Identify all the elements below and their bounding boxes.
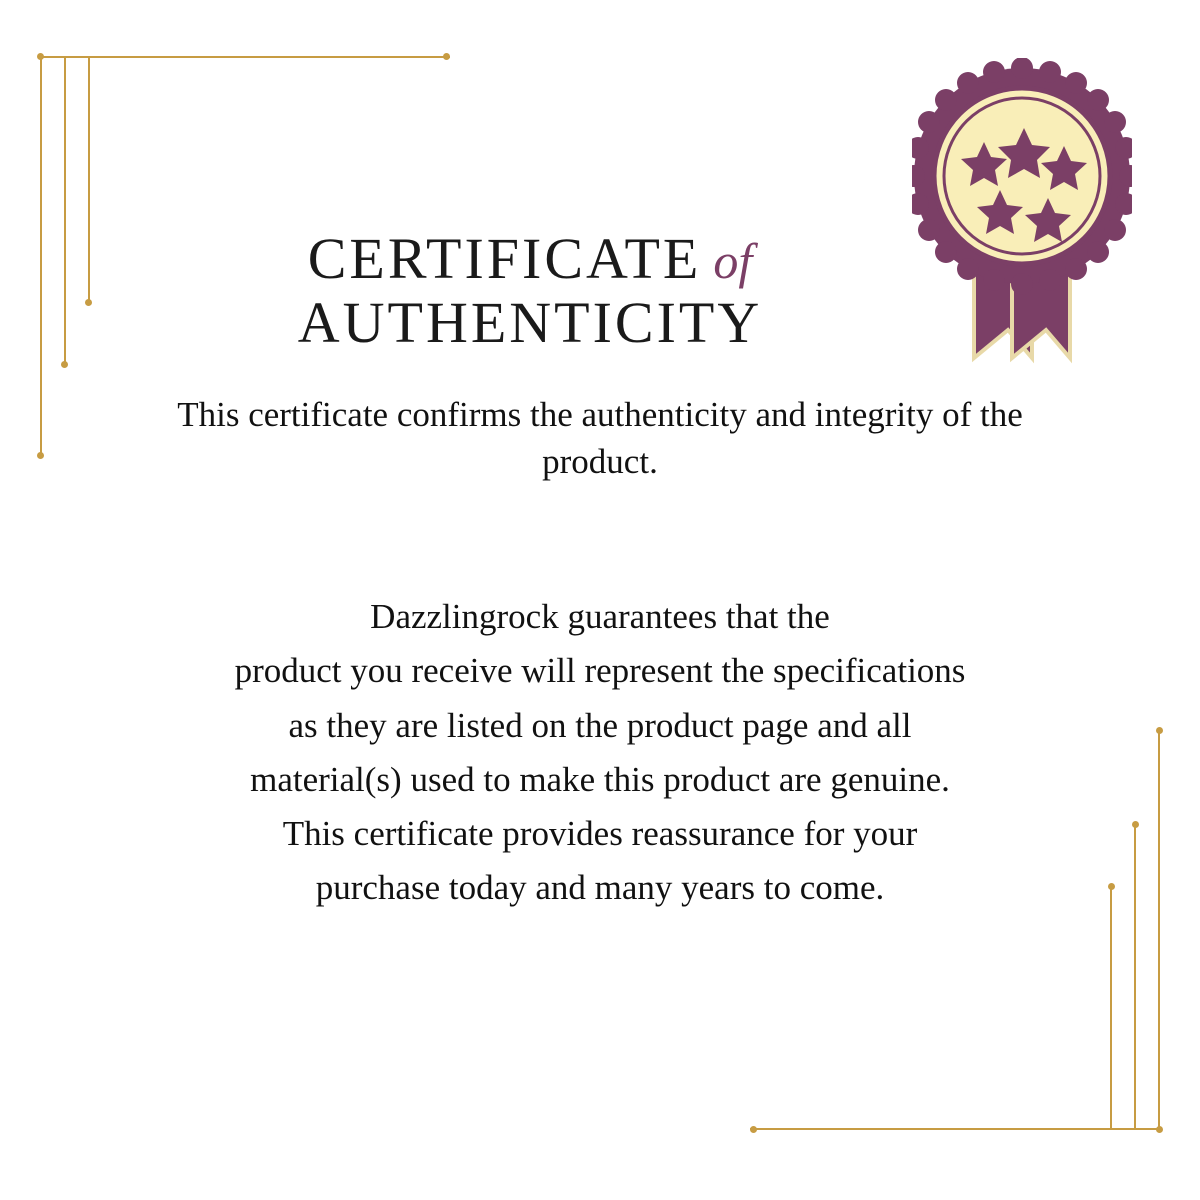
title-word-certificate: CERTIFICATE — [307, 226, 702, 291]
award-ribbon-icon — [912, 58, 1132, 378]
corner-line-vertical-2 — [64, 56, 66, 364]
guarantee-line-6: purchase today and many years to come. — [315, 868, 885, 908]
corner-dot — [61, 361, 68, 368]
corner-line-horizontal — [40, 56, 450, 58]
guarantee-line-2: product you receive will represent the specifications — [234, 651, 966, 691]
guarantee-line-3: as they are listed on the product page and all — [288, 705, 912, 745]
corner-dot — [1156, 727, 1163, 734]
intro-paragraph — [120, 392, 1080, 485]
page-title — [140, 228, 920, 356]
corner-line-vertical-3 — [88, 56, 90, 302]
corner-dot — [443, 53, 450, 60]
corner-line-vertical-3 — [1110, 884, 1112, 1130]
corner-dot — [750, 1126, 757, 1133]
corner-line-horizontal — [750, 1128, 1160, 1130]
corner-dot — [1156, 1126, 1163, 1133]
corner-line-vertical-1 — [1158, 728, 1160, 1130]
corner-line-vertical-1 — [40, 56, 42, 458]
corner-dot — [37, 452, 44, 459]
intro-line-1: This certificate confirms the authenticity and — [177, 395, 807, 434]
guarantee-line-1: Dazzlingrock guarantees that the — [370, 597, 830, 636]
corner-line-vertical-2 — [1134, 822, 1136, 1130]
corner-dot — [85, 299, 92, 306]
title-line-one — [140, 228, 920, 291]
title-line-two: AUTHENTICITY — [297, 289, 763, 355]
corner-dot — [37, 53, 44, 60]
guarantee-line-5: This certificate provides reassurance for your — [282, 814, 918, 853]
guarantee-line-4: material(s) used to make this product are genuine. — [250, 759, 950, 799]
intro-line-2: integrity of the product. — [542, 395, 1023, 481]
title-word-of: of — [713, 233, 753, 289]
guarantee-paragraph — [90, 590, 1110, 916]
corner-dot — [1132, 821, 1139, 828]
